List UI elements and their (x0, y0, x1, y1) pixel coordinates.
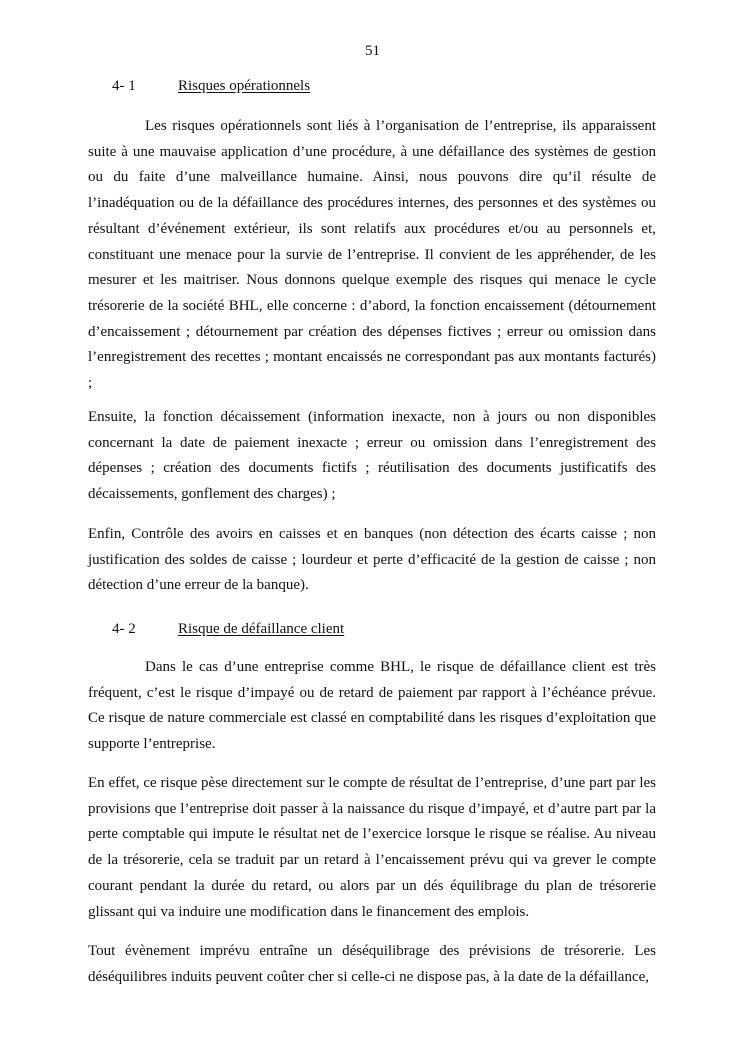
section-title: Risque de défaillance client (178, 621, 345, 637)
page-number: 51 (365, 43, 380, 59)
section-heading-4-2 (112, 621, 344, 638)
paragraph-income-statement-impact: En effet, ce risque pèse directement sur le compte de résultat de l’entreprise, d’une part par les provisions que l’entreprise doit passer à la naissance du risque d’impayé, et d’autre part par la perte comptable qui impute le résultat net de l’exercice lorsque le risque se réalise. Au niveau de la trésorerie, cela se traduit par un retard à l’encaissement prévu qui va grever le compte courant pendant la durée du retard, ou alors par un dés équilibrage du plan de trésorerie glissant qui va induire une modification dans le financement des emplois. (88, 775, 656, 920)
paragraph-operational-risks-intro: Les risques opérationnels sont liés à l’organisation de l’entreprise, ils apparaissent suite à une mauvaise application d’une procédure, à une défaillance des systèmes de gestion ou du faite d’une malveillance humaine. Ainsi, nous pouvons dire qu’il résulte de l’inadéquation ou de la défaillance des procédures internes, des personnes et des systèmes ou résultant d’événement extérieur, ils sont relatifs aux procédures et/ou au personnels et, constituant une menace pour la survie de l’entreprise. Il convient de les appréhender, de les mesurer et les maitriser. Nous donnons quelque exemple des risques qui menace le cycle trésorerie de la société BHL, elle concerne : d’abord, la fonction encaissement (détournement d’encaissement ; détournement par création des dépenses fictives ; erreur ou omission dans l’enregistrement des recettes ; montant encaissés ne correspondant pas aux montants facturés) ; (88, 118, 656, 392)
paragraph-unforeseen-events: Tout évènement imprévu entraîne un déséquilibrage des prévisions de trésorerie. Les déséquilibres induits peuvent coûter cher si celle-ci ne dispose pas, à la date de la défaillance, (88, 943, 656, 985)
section-number: 4- 1 (112, 78, 136, 94)
paragraph-cash-controls: Enfin, Contrôle des avoirs en caisses et en banques (non détection des écarts caisse ; non justification des soldes de caisse ; lourdeur et perte d’efficacité de la gestion de caisse ; non détection d’une erreur de la banque). (88, 526, 656, 594)
paragraph-disbursement-function: Ensuite, la fonction décaissement (information inexacte, non à jours ou non disponibles concernant la date de paiement inexacte ; erreur ou omission dans l’enregistrement des dépenses ; création des documents fictifs ; réutilisation des documents justificatifs des décaissements, gonflement des charges) ; (88, 409, 656, 503)
section-title: Risques opérationnels (178, 78, 311, 94)
section-heading-4-1 (112, 78, 310, 95)
paragraph-client-default-intro: Dans le cas d’une entreprise comme BHL, le risque de défaillance client est très fréquent, c’est le risque d’impayé ou de retard de paiement par rapport à l’échéance prévue. Ce risque de nature commerciale est classé en comptabilité dans les risques d’exploitation que supporte l’entreprise. (88, 659, 656, 753)
section-number: 4- 2 (112, 621, 136, 637)
